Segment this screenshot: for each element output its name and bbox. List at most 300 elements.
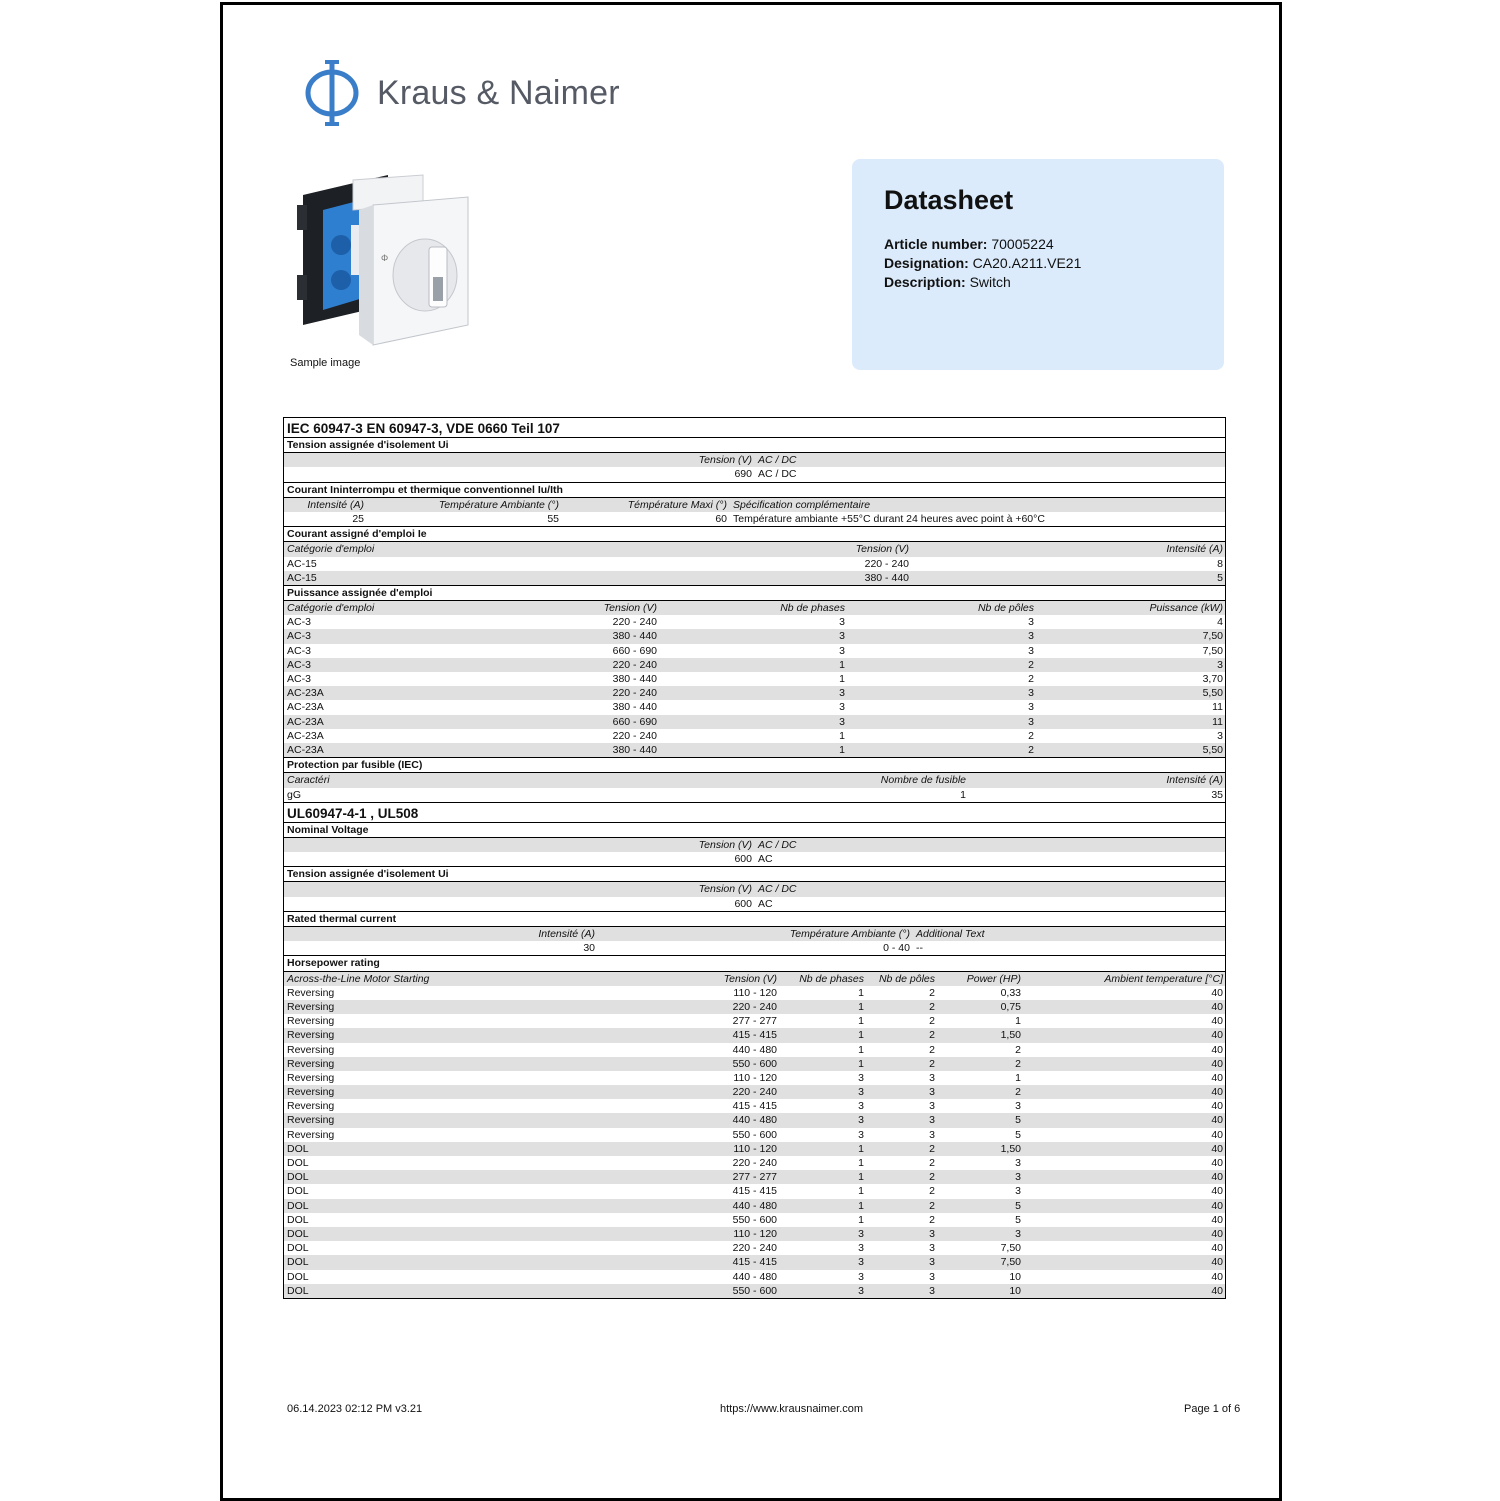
cell-tension: 440 - 480	[732, 1270, 777, 1283]
cell-poles: 3	[929, 1071, 935, 1084]
designation-label: Designation:	[884, 255, 969, 271]
cell: 0 - 40	[883, 942, 910, 955]
phi-logo-icon	[303, 58, 361, 128]
designation-value: CA20.A211.VE21	[972, 255, 1082, 271]
cell-tension: 220 - 240	[612, 658, 657, 671]
cell-cat: AC-3	[287, 673, 311, 685]
cell-tension: 380 - 440	[612, 701, 657, 714]
datasheet-page	[220, 2, 1282, 1501]
cell-tension: 415 - 415	[732, 1185, 777, 1198]
cell-power: 3	[1015, 1227, 1021, 1240]
col-header: Température Ambiante (°)	[789, 928, 910, 940]
table-row	[284, 1000, 1225, 1014]
cell-tension: 550 - 600	[732, 1284, 777, 1297]
table-row	[284, 1227, 1225, 1241]
cell-phases: 1	[858, 1213, 864, 1226]
iec-standard-title	[284, 418, 1225, 438]
ul-title-text: UL60947-4-1 , UL508	[287, 805, 419, 821]
col-header: Nb de phases	[780, 602, 845, 615]
table-row	[284, 615, 1225, 629]
cell: 25	[352, 512, 364, 525]
cell-phases: 1	[858, 1199, 864, 1212]
table-row	[284, 1099, 1225, 1113]
cell-power: 0,33	[1000, 986, 1021, 999]
cell-phases: 1	[858, 1015, 864, 1028]
cell-phases: 3	[858, 1227, 864, 1240]
cell: 600	[734, 897, 752, 910]
ul-hp-rows	[284, 986, 1225, 1298]
cell-cat: AC-23A	[287, 687, 324, 700]
cell-type: Reversing	[287, 1057, 335, 1070]
iec-ui-title-text: Tension assignée d'isolement Ui	[287, 439, 449, 451]
cell-poles: 3	[1028, 701, 1034, 714]
cell: 690	[734, 468, 752, 481]
cell-power: 1	[1015, 1015, 1021, 1028]
iec-title-text: IEC 60947-3 EN 60947-3, VDE 0660 Teil 107	[287, 421, 560, 436]
cell-phases: 1	[858, 1029, 864, 1042]
table-row	[284, 1241, 1225, 1255]
cell-tension: 220 - 240	[612, 616, 657, 629]
cell-poles: 2	[1028, 729, 1034, 742]
cell-amb: 40	[1211, 1000, 1223, 1013]
cell-poles: 3	[929, 1086, 935, 1099]
cell-amb: 40	[1211, 1057, 1223, 1070]
cell-cat: AC-3	[287, 630, 311, 643]
cell-tension: 220 - 240	[612, 729, 657, 742]
cell-poles: 3	[929, 1114, 935, 1127]
cell-tension: 220 - 240	[864, 557, 909, 570]
cell-kw: 4	[1217, 616, 1223, 629]
table-row	[284, 672, 1225, 686]
article-number-value: 70005224	[991, 236, 1054, 252]
table-row	[284, 571, 1225, 585]
cell-type: DOL	[287, 1227, 309, 1240]
cell-poles: 3	[929, 1100, 935, 1113]
cell-poles: 2	[929, 1213, 935, 1226]
brand-logo	[303, 57, 620, 129]
cell-tension: 440 - 480	[732, 1114, 777, 1127]
ul-ui-title	[284, 867, 1225, 882]
table-row	[284, 1284, 1225, 1298]
cell-amb: 40	[1211, 1242, 1223, 1255]
cell-phases: 1	[858, 1142, 864, 1155]
col-header: Additional Text	[916, 928, 985, 940]
cell-type: DOL	[287, 1256, 309, 1269]
col-header: AC / DC	[758, 883, 797, 896]
cell-poles: 3	[929, 1242, 935, 1255]
cell-poles: 2	[1028, 743, 1034, 756]
cell-cat: AC-15	[287, 557, 317, 570]
cell: AC	[758, 853, 773, 866]
table-row	[284, 715, 1225, 729]
cell-phases: 1	[858, 1043, 864, 1056]
cell-kw: 3,70	[1202, 673, 1223, 685]
ul-nominal-title	[284, 823, 1225, 838]
iec-fuse-title	[284, 757, 1225, 773]
cell: AC	[758, 897, 773, 910]
cell-phases: 3	[858, 1284, 864, 1297]
product-image	[293, 165, 473, 350]
cell-type: Reversing	[287, 1029, 335, 1042]
table-row	[284, 557, 1225, 571]
cell-amb: 40	[1211, 1043, 1223, 1056]
cell-type: DOL	[287, 1284, 309, 1297]
col-header: Tension (V)	[603, 602, 657, 615]
cell-tension: 110 - 120	[733, 986, 777, 999]
table-row	[284, 1085, 1225, 1099]
cell-phases: 3	[858, 1086, 864, 1099]
cell-tension: 660 - 690	[612, 644, 657, 657]
cell-power: 1	[1015, 1071, 1021, 1084]
cell-amb: 40	[1211, 1142, 1223, 1155]
cell-tension: 415 - 415	[732, 1100, 777, 1113]
cell-poles: 3	[1028, 687, 1034, 700]
ul-ui-title-text: Tension assignée d'isolement Ui	[287, 868, 449, 881]
cell-poles: 2	[929, 1057, 935, 1070]
datasheet-title: Datasheet	[884, 185, 1014, 215]
brand-name: Kraus & Naimer	[377, 73, 620, 112]
col-header: Tension (V)	[698, 838, 752, 851]
cell-type: DOL	[287, 1157, 309, 1169]
cell-phases: 3	[839, 616, 845, 629]
cell-kw: 7,50	[1202, 630, 1223, 643]
table-row	[284, 1156, 1225, 1170]
iec-fuse-title-text: Protection par fusible (IEC)	[287, 759, 423, 772]
cell-phases: 1	[858, 1185, 864, 1198]
col-header: Catégorie d'emploi	[287, 543, 375, 556]
ul-ui-header	[284, 882, 1225, 896]
iec-ith-header	[284, 498, 1225, 512]
cell-tension: 380 - 440	[864, 571, 909, 584]
cell-tension: 220 - 240	[612, 687, 657, 700]
cell-amb: 40	[1211, 1114, 1223, 1127]
footer-url[interactable]: https://www.krausnaimer.com	[720, 1403, 864, 1415]
cell-tension: 380 - 440	[612, 673, 657, 685]
ul-thermal-header	[284, 927, 1225, 941]
cell-type: Reversing	[287, 1000, 335, 1013]
footer-date: 06.14.2023 02:12 PM v3.21	[287, 1403, 423, 1415]
cell-cat: AC-23A	[287, 743, 324, 756]
col-header: Tension (V)	[698, 883, 752, 896]
cell: --	[916, 942, 923, 955]
datasheet-info-box	[852, 159, 1224, 370]
col-header: Across-the-Line Motor Starting	[287, 972, 430, 985]
cell-phases: 3	[839, 644, 845, 657]
cell-int: 5	[1217, 571, 1223, 584]
cell-type: Reversing	[287, 1071, 335, 1084]
cell-int: 8	[1217, 557, 1223, 570]
iec-power-title	[284, 585, 1225, 601]
cell-amb: 40	[1211, 1029, 1223, 1042]
cell-tension: 415 - 415	[732, 1029, 777, 1042]
cell-power: 10	[1009, 1284, 1021, 1297]
table-row	[284, 700, 1225, 714]
iec-ith-title	[284, 483, 1225, 498]
cell-type: Reversing	[287, 986, 335, 999]
cell-tension: 220 - 240	[732, 1086, 777, 1099]
cell-cat: AC-3	[287, 658, 311, 671]
cell-type: Reversing	[287, 1100, 335, 1113]
cell-tension: 380 - 440	[612, 743, 657, 756]
cell-poles: 3	[929, 1227, 935, 1240]
cell-phases: 1	[839, 673, 845, 685]
col-header: AC / DC	[758, 454, 797, 467]
table-row	[284, 1113, 1225, 1127]
cell-poles: 2	[929, 1185, 935, 1198]
cell-tension: 110 - 120	[733, 1227, 777, 1240]
iec-power-title-text: Puissance assignée d'emploi	[287, 586, 433, 599]
table-row	[284, 1071, 1225, 1085]
cell-phases: 1	[839, 743, 845, 756]
description-value: Switch	[969, 274, 1011, 290]
cell-kw: 11	[1212, 715, 1223, 728]
cell-type: DOL	[287, 1185, 309, 1198]
iec-ie-title	[284, 527, 1225, 542]
cell: 35	[1211, 788, 1223, 801]
cell-kw: 7,50	[1202, 644, 1223, 657]
svg-text:Φ: Φ	[381, 253, 389, 263]
col-header: Spécification complémentaire	[733, 498, 871, 511]
col-header: Intensité (A)	[1166, 774, 1223, 787]
cell-amb: 40	[1211, 1015, 1223, 1028]
designation	[884, 255, 1081, 271]
cell-poles: 2	[929, 1043, 935, 1056]
cell-poles: 2	[929, 1029, 935, 1042]
cell-amb: 40	[1211, 1284, 1223, 1297]
col-header: Intensité (A)	[538, 928, 595, 940]
cell-type: Reversing	[287, 1086, 335, 1099]
cell-power: 1,50	[1000, 1029, 1021, 1042]
ul-thermal-title-text: Rated thermal current	[287, 912, 397, 925]
cell-power: 5	[1015, 1213, 1021, 1226]
article-number	[884, 236, 1054, 252]
cell-poles: 2	[929, 1015, 935, 1028]
col-header: Catégorie d'emploi	[287, 602, 375, 615]
cell-poles: 2	[929, 986, 935, 999]
cell-type: Reversing	[287, 1114, 335, 1127]
cell: 60	[715, 512, 727, 525]
iec-ie-header	[284, 542, 1225, 556]
ul-nominal-title-text: Nominal Voltage	[287, 823, 369, 836]
col-header: Tension (V)	[723, 972, 777, 985]
cell-poles: 3	[929, 1270, 935, 1283]
cell-power: 2	[1015, 1057, 1021, 1070]
cell-poles: 3	[1028, 630, 1034, 643]
cell-kw: 3	[1217, 658, 1223, 671]
table-row	[284, 629, 1225, 643]
cell-type: Reversing	[287, 1128, 335, 1141]
col-header: Nb de pôles	[878, 972, 935, 985]
cell-power: 3	[1015, 1100, 1021, 1113]
cell-phases: 3	[839, 687, 845, 700]
cell-power: 2	[1015, 1043, 1021, 1056]
cell-type: DOL	[287, 1199, 309, 1212]
cell-poles: 2	[1028, 673, 1034, 685]
col-header: Tension (V)	[698, 454, 752, 467]
cell-power: 1,50	[1000, 1142, 1021, 1155]
table-row	[284, 1057, 1225, 1071]
ul-nominal-header	[284, 838, 1225, 852]
cell-phases: 1	[858, 1000, 864, 1013]
table-row	[284, 1028, 1225, 1042]
cell-power: 7,50	[1000, 1256, 1021, 1269]
cell-phases: 3	[839, 715, 845, 728]
cell-amb: 40	[1211, 986, 1223, 999]
cell-phases: 1	[839, 658, 845, 671]
cell-type: DOL	[287, 1242, 309, 1255]
table-row	[284, 1014, 1225, 1028]
ul-hp-title	[284, 956, 1225, 971]
cell-tension: 110 - 120	[733, 1142, 777, 1155]
col-header: Témpérature Maxi (°)	[627, 498, 727, 511]
cell-amb: 40	[1211, 1185, 1223, 1198]
cell-amb: 40	[1211, 1157, 1223, 1169]
col-header: Puissance (kW)	[1149, 602, 1223, 615]
table-row	[284, 1255, 1225, 1269]
cell-phases: 1	[839, 729, 845, 742]
col-header: Nb de phases	[799, 972, 864, 985]
table-row	[284, 1213, 1225, 1227]
cell-tension: 415 - 415	[732, 1256, 777, 1269]
cell-phases: 1	[858, 986, 864, 999]
cell-tension: 550 - 600	[732, 1128, 777, 1141]
cell-phases: 3	[839, 701, 845, 714]
ul-hp-title-text: Horsepower rating	[287, 957, 380, 970]
cell-phases: 3	[858, 1242, 864, 1255]
cell: gG	[287, 788, 302, 801]
cell-tension: 380 - 440	[612, 630, 657, 643]
col-header: Power (HP)	[966, 972, 1021, 985]
cell-tension: 660 - 690	[612, 715, 657, 728]
cell-amb: 40	[1211, 1270, 1223, 1283]
table-row	[284, 658, 1225, 672]
cell-phases: 3	[858, 1128, 864, 1141]
cell-tension: 277 - 277	[732, 1171, 777, 1184]
cell-poles: 2	[929, 1199, 935, 1212]
cell-cat: AC-3	[287, 644, 311, 657]
cell: 30	[583, 942, 595, 955]
cell: 600	[734, 853, 752, 866]
cell-amb: 40	[1211, 1071, 1223, 1084]
cell-power: 10	[1009, 1270, 1021, 1283]
ul-thermal-row	[284, 941, 1225, 955]
cell-type: DOL	[287, 1171, 309, 1184]
cell-type: DOL	[287, 1213, 309, 1226]
spec-table	[283, 417, 1226, 1299]
cell-tension: 220 - 240	[732, 1000, 777, 1013]
cell-tension: 550 - 600	[732, 1057, 777, 1070]
iec-ith-row	[284, 512, 1225, 526]
ul-thermal-title	[284, 912, 1225, 927]
cell-type: Reversing	[287, 1043, 335, 1056]
table-row	[284, 1128, 1225, 1142]
cell-amb: 40	[1211, 1100, 1223, 1113]
cell-phases: 3	[858, 1256, 864, 1269]
description-label: Description:	[884, 274, 966, 290]
cell-cat: AC-3	[287, 616, 311, 629]
iec-ui-header	[284, 453, 1225, 467]
cell-poles: 2	[1028, 658, 1034, 671]
iec-ie-rows	[284, 557, 1225, 585]
cell-power: 0,75	[1000, 1000, 1021, 1013]
cell-power: 5	[1015, 1114, 1021, 1127]
col-header: AC / DC	[758, 838, 797, 851]
cell-tension: 220 - 240	[732, 1242, 777, 1255]
cell-kw: 11	[1212, 701, 1223, 714]
cell-kw: 5,50	[1202, 687, 1223, 700]
ul-ui-row	[284, 897, 1225, 911]
cell: 55	[547, 512, 559, 525]
cell-cat: AC-15	[287, 571, 317, 584]
cell-power: 3	[1015, 1185, 1021, 1198]
iec-ui-title	[284, 438, 1225, 453]
cell-phases: 1	[858, 1171, 864, 1184]
table-row	[284, 743, 1225, 757]
footer-page: Page 1 of 6	[1184, 1403, 1241, 1415]
cell-poles: 3	[1028, 616, 1034, 629]
cell-power: 7,50	[1000, 1242, 1021, 1255]
col-header: Nombre de fusible	[880, 774, 966, 787]
table-row	[284, 1184, 1225, 1198]
cell: 1	[960, 788, 966, 801]
cell-type: DOL	[287, 1270, 309, 1283]
cell-cat: AC-23A	[287, 715, 324, 728]
cell-power: 3	[1015, 1157, 1021, 1169]
table-row	[284, 1270, 1225, 1284]
cell-poles: 3	[1028, 715, 1034, 728]
iec-ith-title-text: Courant Ininterrompu et thermique conventionnel Iu/Ith	[287, 483, 563, 496]
table-row	[284, 686, 1225, 700]
cell-cat: AC-23A	[287, 729, 324, 742]
ul-hp-header	[284, 972, 1225, 986]
cell-type: DOL	[287, 1142, 309, 1155]
table-row	[284, 1142, 1225, 1156]
iec-fuse-row	[284, 788, 1225, 802]
article-number-label: Article number:	[884, 236, 988, 252]
cell-power: 3	[1015, 1171, 1021, 1184]
cell-tension: 220 - 240	[732, 1157, 777, 1169]
cell-kw: 3	[1217, 729, 1223, 742]
cell-cat: AC-23A	[287, 701, 324, 714]
cell-tension: 550 - 600	[732, 1213, 777, 1226]
cell-phases: 3	[858, 1071, 864, 1084]
col-header: Ambient temperature [°C]	[1104, 972, 1223, 985]
cell: Température ambiante +55°C durant 24 heures avec point à +60°C	[733, 512, 1045, 525]
cell-poles: 3	[929, 1284, 935, 1297]
cell-poles: 2	[929, 1171, 935, 1184]
cell-phases: 3	[858, 1114, 864, 1127]
cell-poles: 3	[929, 1128, 935, 1141]
cell-phases: 1	[858, 1057, 864, 1070]
table-row	[284, 1043, 1225, 1057]
iec-power-header	[284, 601, 1225, 615]
cell-poles: 2	[929, 1142, 935, 1155]
cell-amb: 40	[1211, 1171, 1223, 1184]
col-header: Nb de pôles	[977, 602, 1034, 615]
cell-amb: 40	[1211, 1128, 1223, 1141]
cell-poles: 3	[929, 1256, 935, 1269]
col-header: Intensité (A)	[1166, 543, 1223, 556]
cell-phases: 3	[839, 630, 845, 643]
cell-power: 2	[1015, 1086, 1021, 1099]
cell-amb: 40	[1211, 1256, 1223, 1269]
cell-amb: 40	[1211, 1227, 1223, 1240]
table-row	[284, 644, 1225, 658]
cell-kw: 5,50	[1202, 743, 1223, 756]
col-header: Intensité (A)	[307, 498, 364, 511]
cell: AC / DC	[758, 468, 797, 481]
ul-nominal-row	[284, 852, 1225, 866]
